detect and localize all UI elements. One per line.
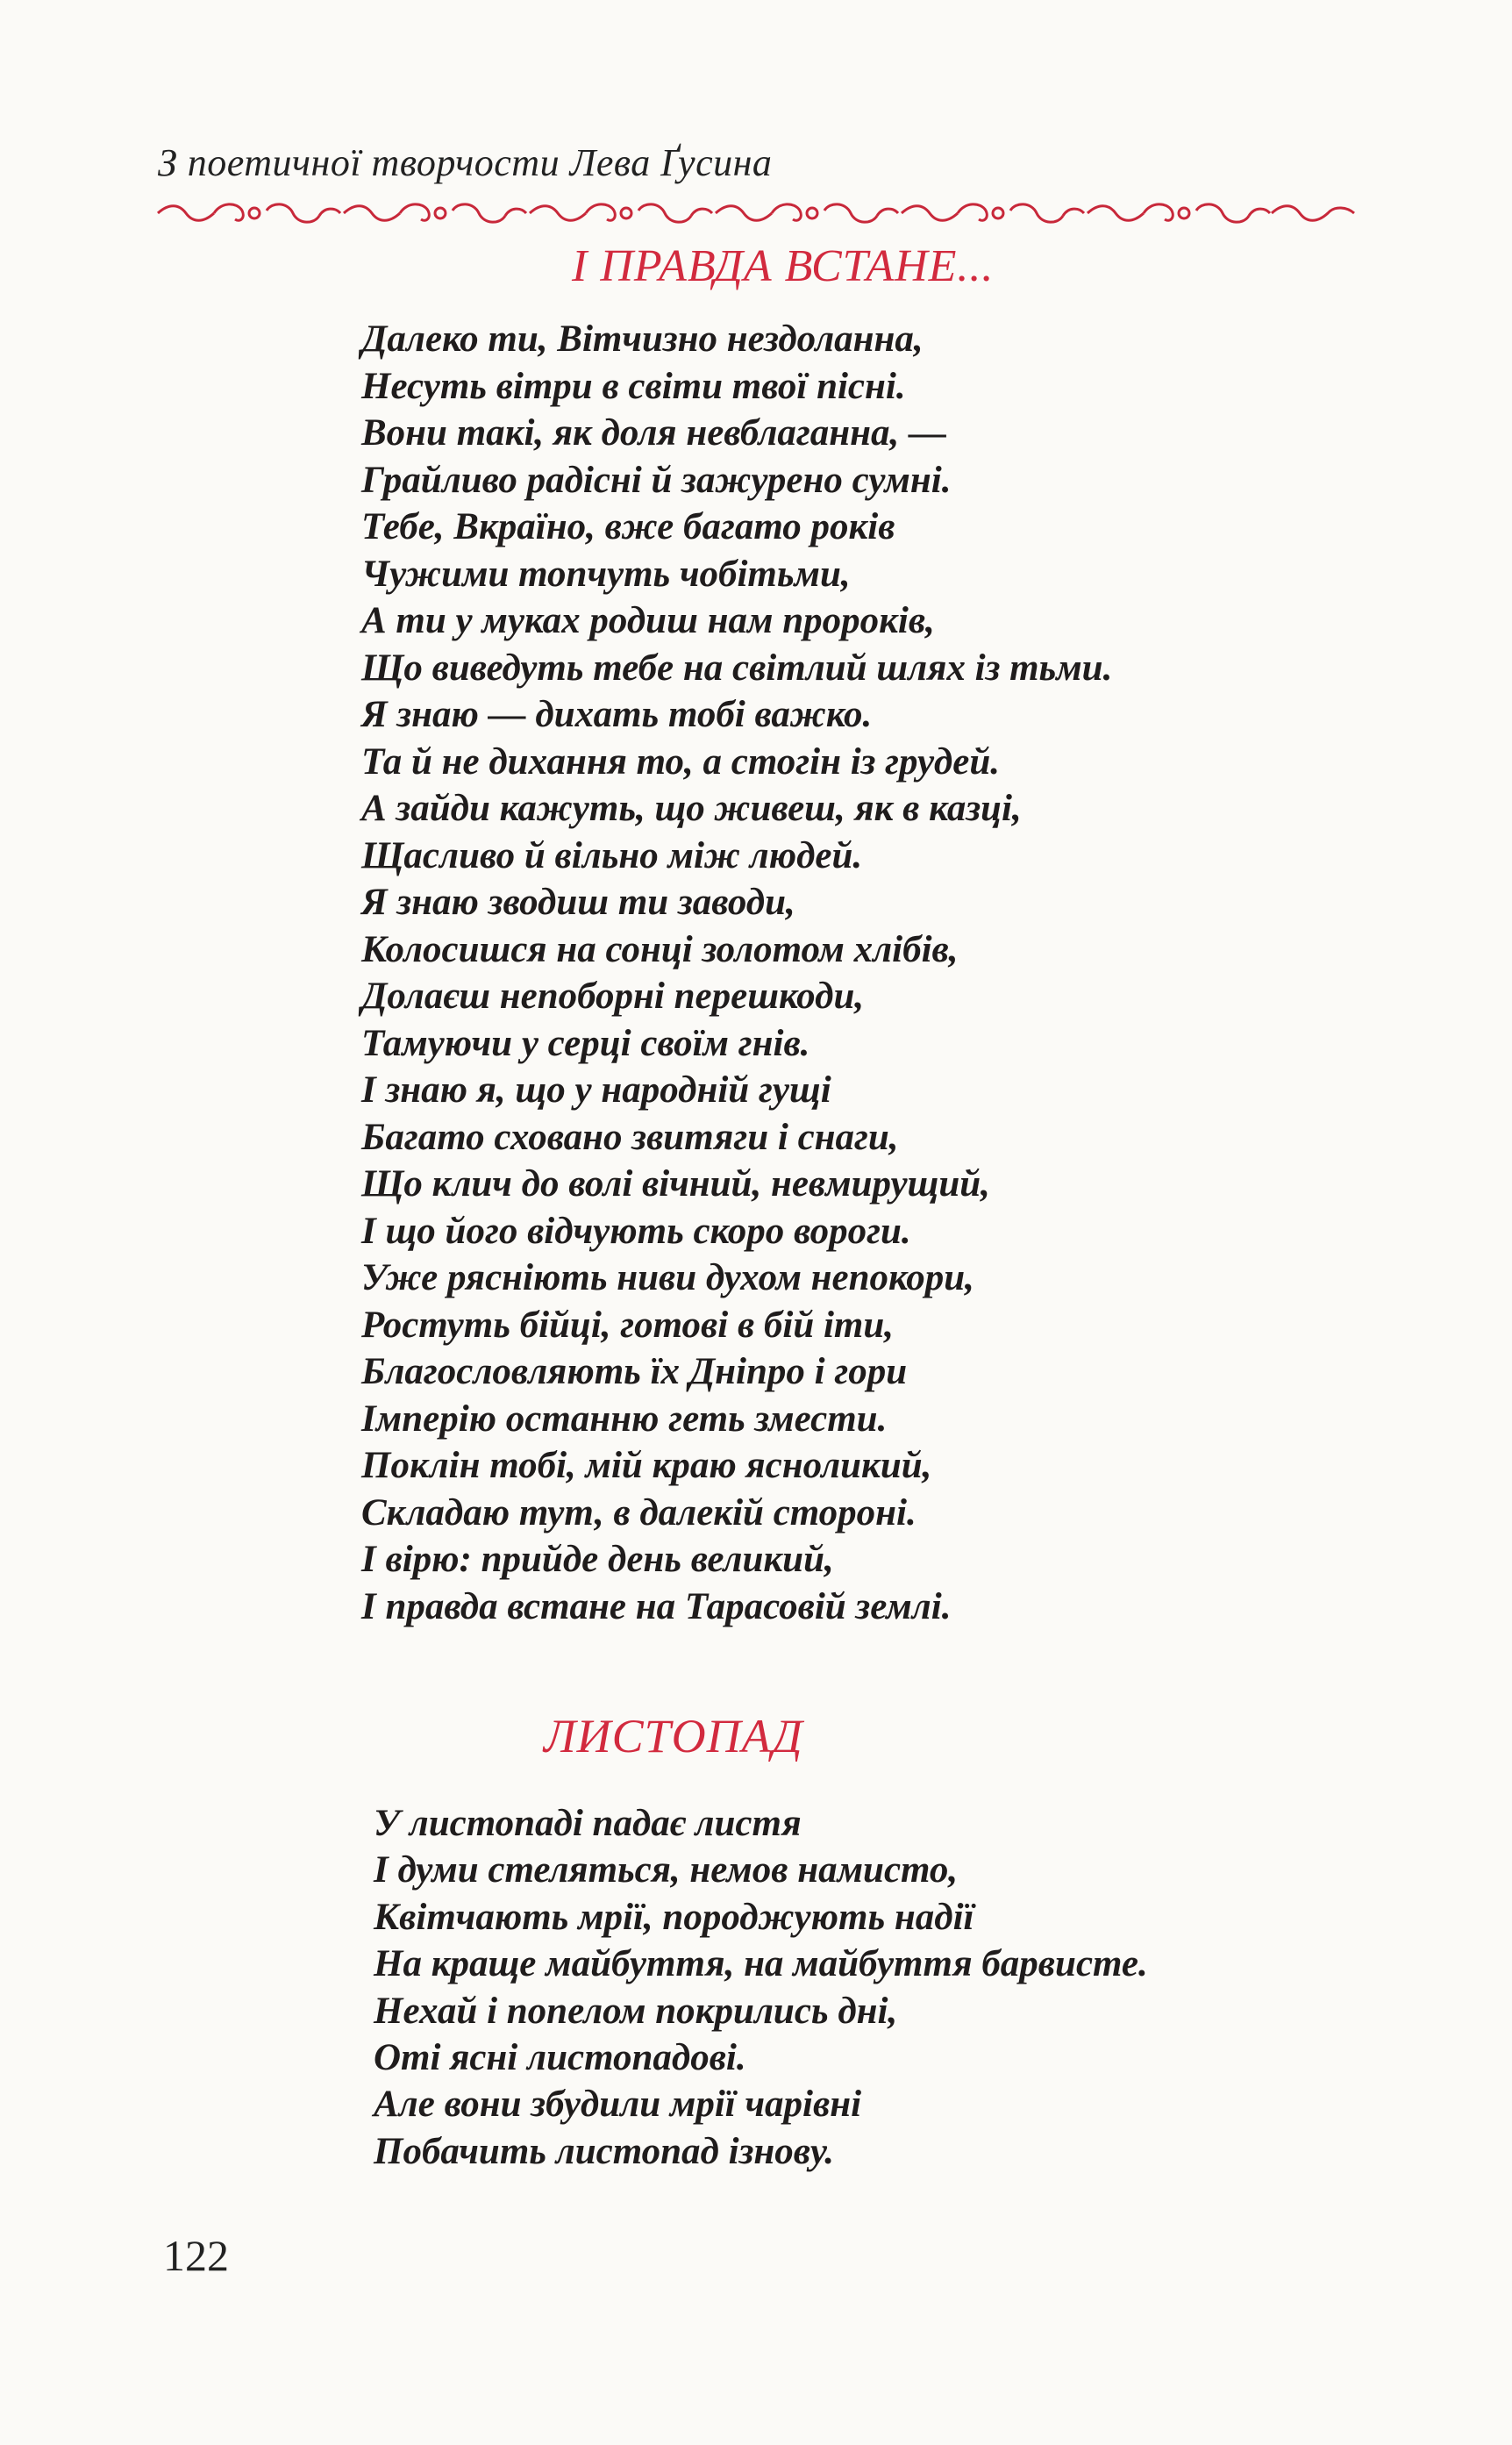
page-number: 122 <box>163 2231 229 2280</box>
ornament-divider-icon <box>156 198 1358 228</box>
poem-line: Що виведуть тебе на світлий шлях із тьми. <box>361 647 1113 689</box>
poem-line: Складаю тут, в далекій стороні. <box>361 1491 916 1533</box>
poem-line: Грайливо радісні й зажурено сумні. <box>361 459 952 501</box>
poem-line: Тамуючи у серці своїм гнів. <box>361 1022 810 1064</box>
poem-line: Побачить листопад ізнову. <box>374 2130 835 2172</box>
poem-line: Ростуть бійці, готові в бій іти, <box>361 1304 895 1346</box>
poem-title: ЛИСТОПАД <box>544 1710 803 1762</box>
poem-line: Уже рясніють ниви духом непокори, <box>361 1257 974 1298</box>
poem-line: Та й не дихання то, а стогін із грудей. <box>361 740 1001 783</box>
poem-line: А зайди кажуть, що живеш, як в казці, <box>361 788 1022 829</box>
poem-line: Оті ясні листопадові. <box>374 2036 746 2078</box>
poem-line: І думи стеляться, немов намисто, <box>374 1849 959 1891</box>
poem-line: І вірю: прийде день великий, <box>361 1539 834 1580</box>
poem-line: Але вони збудили мрії чарівні <box>374 2084 862 2126</box>
poem-line: Долаєш непоборні перешкоди, <box>361 976 865 1017</box>
poem-line: А ти у муках родиш нам пророків, <box>361 600 935 641</box>
poem-text <box>374 1800 1148 2175</box>
poem-line: Я знаю — дихать тобі важко. <box>361 694 873 735</box>
poem-line: Нехай і попелом покрились дні, <box>374 1990 898 2032</box>
poem-line: Тебе, Вкраїно, вже багато років <box>361 506 895 547</box>
poem-line: Колосишся на сонці золотом хлібів, <box>361 928 959 970</box>
poem-line: І знаю я, що у народній гущі <box>361 1069 831 1111</box>
poem-line: Далеко ти, Вітчизно нездоланна, <box>361 318 924 360</box>
poem-line: Несуть вітри в світи твої пісні. <box>361 365 906 407</box>
poem-text <box>361 316 1112 1630</box>
poem-line: І що його відчують скоро вороги. <box>361 1210 911 1252</box>
poem-line: Я знаю зводиш ти заводи, <box>361 882 795 923</box>
poem-line: І правда встане на Тарасовій землі. <box>361 1585 952 1627</box>
poem-line: Імперію останню геть змести. <box>361 1398 888 1440</box>
poem-line: На краще майбуття, на майбуття барвисте. <box>374 1943 1148 1985</box>
poem-line: Чужими топчуть чобітьми, <box>361 553 851 595</box>
poem-line: Багато сховано звитяги і снаги, <box>361 1116 899 1158</box>
poem-line: Квітчають мрії, породжують надії <box>374 1896 974 1938</box>
poem-title: І ПРАВДА ВСТАНЕ... <box>572 241 995 291</box>
poem-line: У листопаді падає листя <box>374 1803 802 1844</box>
poem-line: Щасливо й вільно між людей. <box>361 834 863 876</box>
poem-line: Що клич до волі вічний, невмирущий, <box>361 1163 990 1205</box>
poem-line: Поклін тобі, мій краю ясноликий, <box>361 1445 932 1486</box>
poem-line: Благословляють їх Дніпро і гори <box>361 1351 908 1392</box>
running-head: З поетичної творчости Лева Ґусина <box>158 141 773 184</box>
poem-line: Вони такі, як доля невблаганна, — <box>361 412 947 454</box>
